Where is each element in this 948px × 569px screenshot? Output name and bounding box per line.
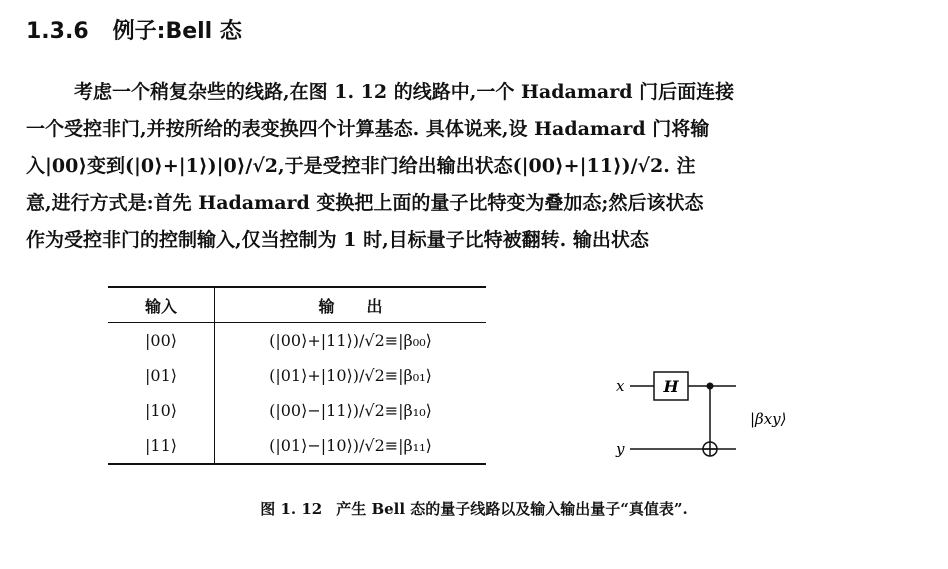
table-header-row xyxy=(108,287,486,323)
figure-number: 图 1. 12 xyxy=(260,500,323,518)
output-cell: (|00⟩+|11⟩)/√2≡|β₀₀⟩ xyxy=(269,331,432,350)
paragraph-line: 入|00⟩变到(|0⟩+|1⟩)|0⟩/√2,于是受控非门给出输出状态(|00⟩+|11⟩)/√2. 注 xyxy=(26,155,696,177)
table-row xyxy=(108,358,486,393)
table-row xyxy=(108,393,486,428)
output-state-label: |βxy⟩ xyxy=(750,410,787,428)
truth-table xyxy=(108,286,486,465)
input-cell: |11⟩ xyxy=(108,428,215,464)
section-title: 例子:Bell 态 xyxy=(112,19,242,44)
figure-caption xyxy=(0,498,948,519)
header-input: 输入 xyxy=(108,287,215,323)
section-number: 1.3.6 xyxy=(26,19,89,44)
bell-circuit-diagram xyxy=(606,356,816,466)
header-output: 输 出 xyxy=(215,287,487,323)
hadamard-gate-label: H xyxy=(663,377,679,396)
input-x-label: x xyxy=(616,377,625,395)
figure-caption-text: 产生 Bell 态的量子线路以及输入输出量子“真值表”. xyxy=(336,500,688,518)
paragraph-line: 考虑一个稍复杂些的线路,在图 1. 12 的线路中,一个 Hadamard 门后面连接 xyxy=(74,81,735,103)
output-cell: (|00⟩−|11⟩)/√2≡|β₁₀⟩ xyxy=(269,401,432,420)
input-y-label: y xyxy=(616,440,625,458)
section-heading xyxy=(26,14,242,45)
paragraph-line: 一个受控非门,并按所给的表变换四个计算基态. 具体说来,设 Hadamard 门将输 xyxy=(26,118,710,140)
table-row xyxy=(108,323,486,359)
table-row xyxy=(108,428,486,464)
paragraph-line: 作为受控非门的控制输入,仅当控制为 1 时,目标量子比特被翻转. 输出状态 xyxy=(26,229,649,251)
input-cell: |00⟩ xyxy=(108,323,215,359)
paragraph-line: 意,进行方式是:首先 Hadamard 变换把上面的量子比特变为叠加态;然后该状态 xyxy=(26,192,704,214)
output-cell: (|01⟩−|10⟩)/√2≡|β₁₁⟩ xyxy=(215,428,487,464)
input-cell: |10⟩ xyxy=(108,393,215,428)
output-cell: (|01⟩+|10⟩)/√2≡|β₀₁⟩ xyxy=(269,366,432,385)
body-paragraph xyxy=(26,74,926,259)
input-cell: |01⟩ xyxy=(108,358,215,393)
